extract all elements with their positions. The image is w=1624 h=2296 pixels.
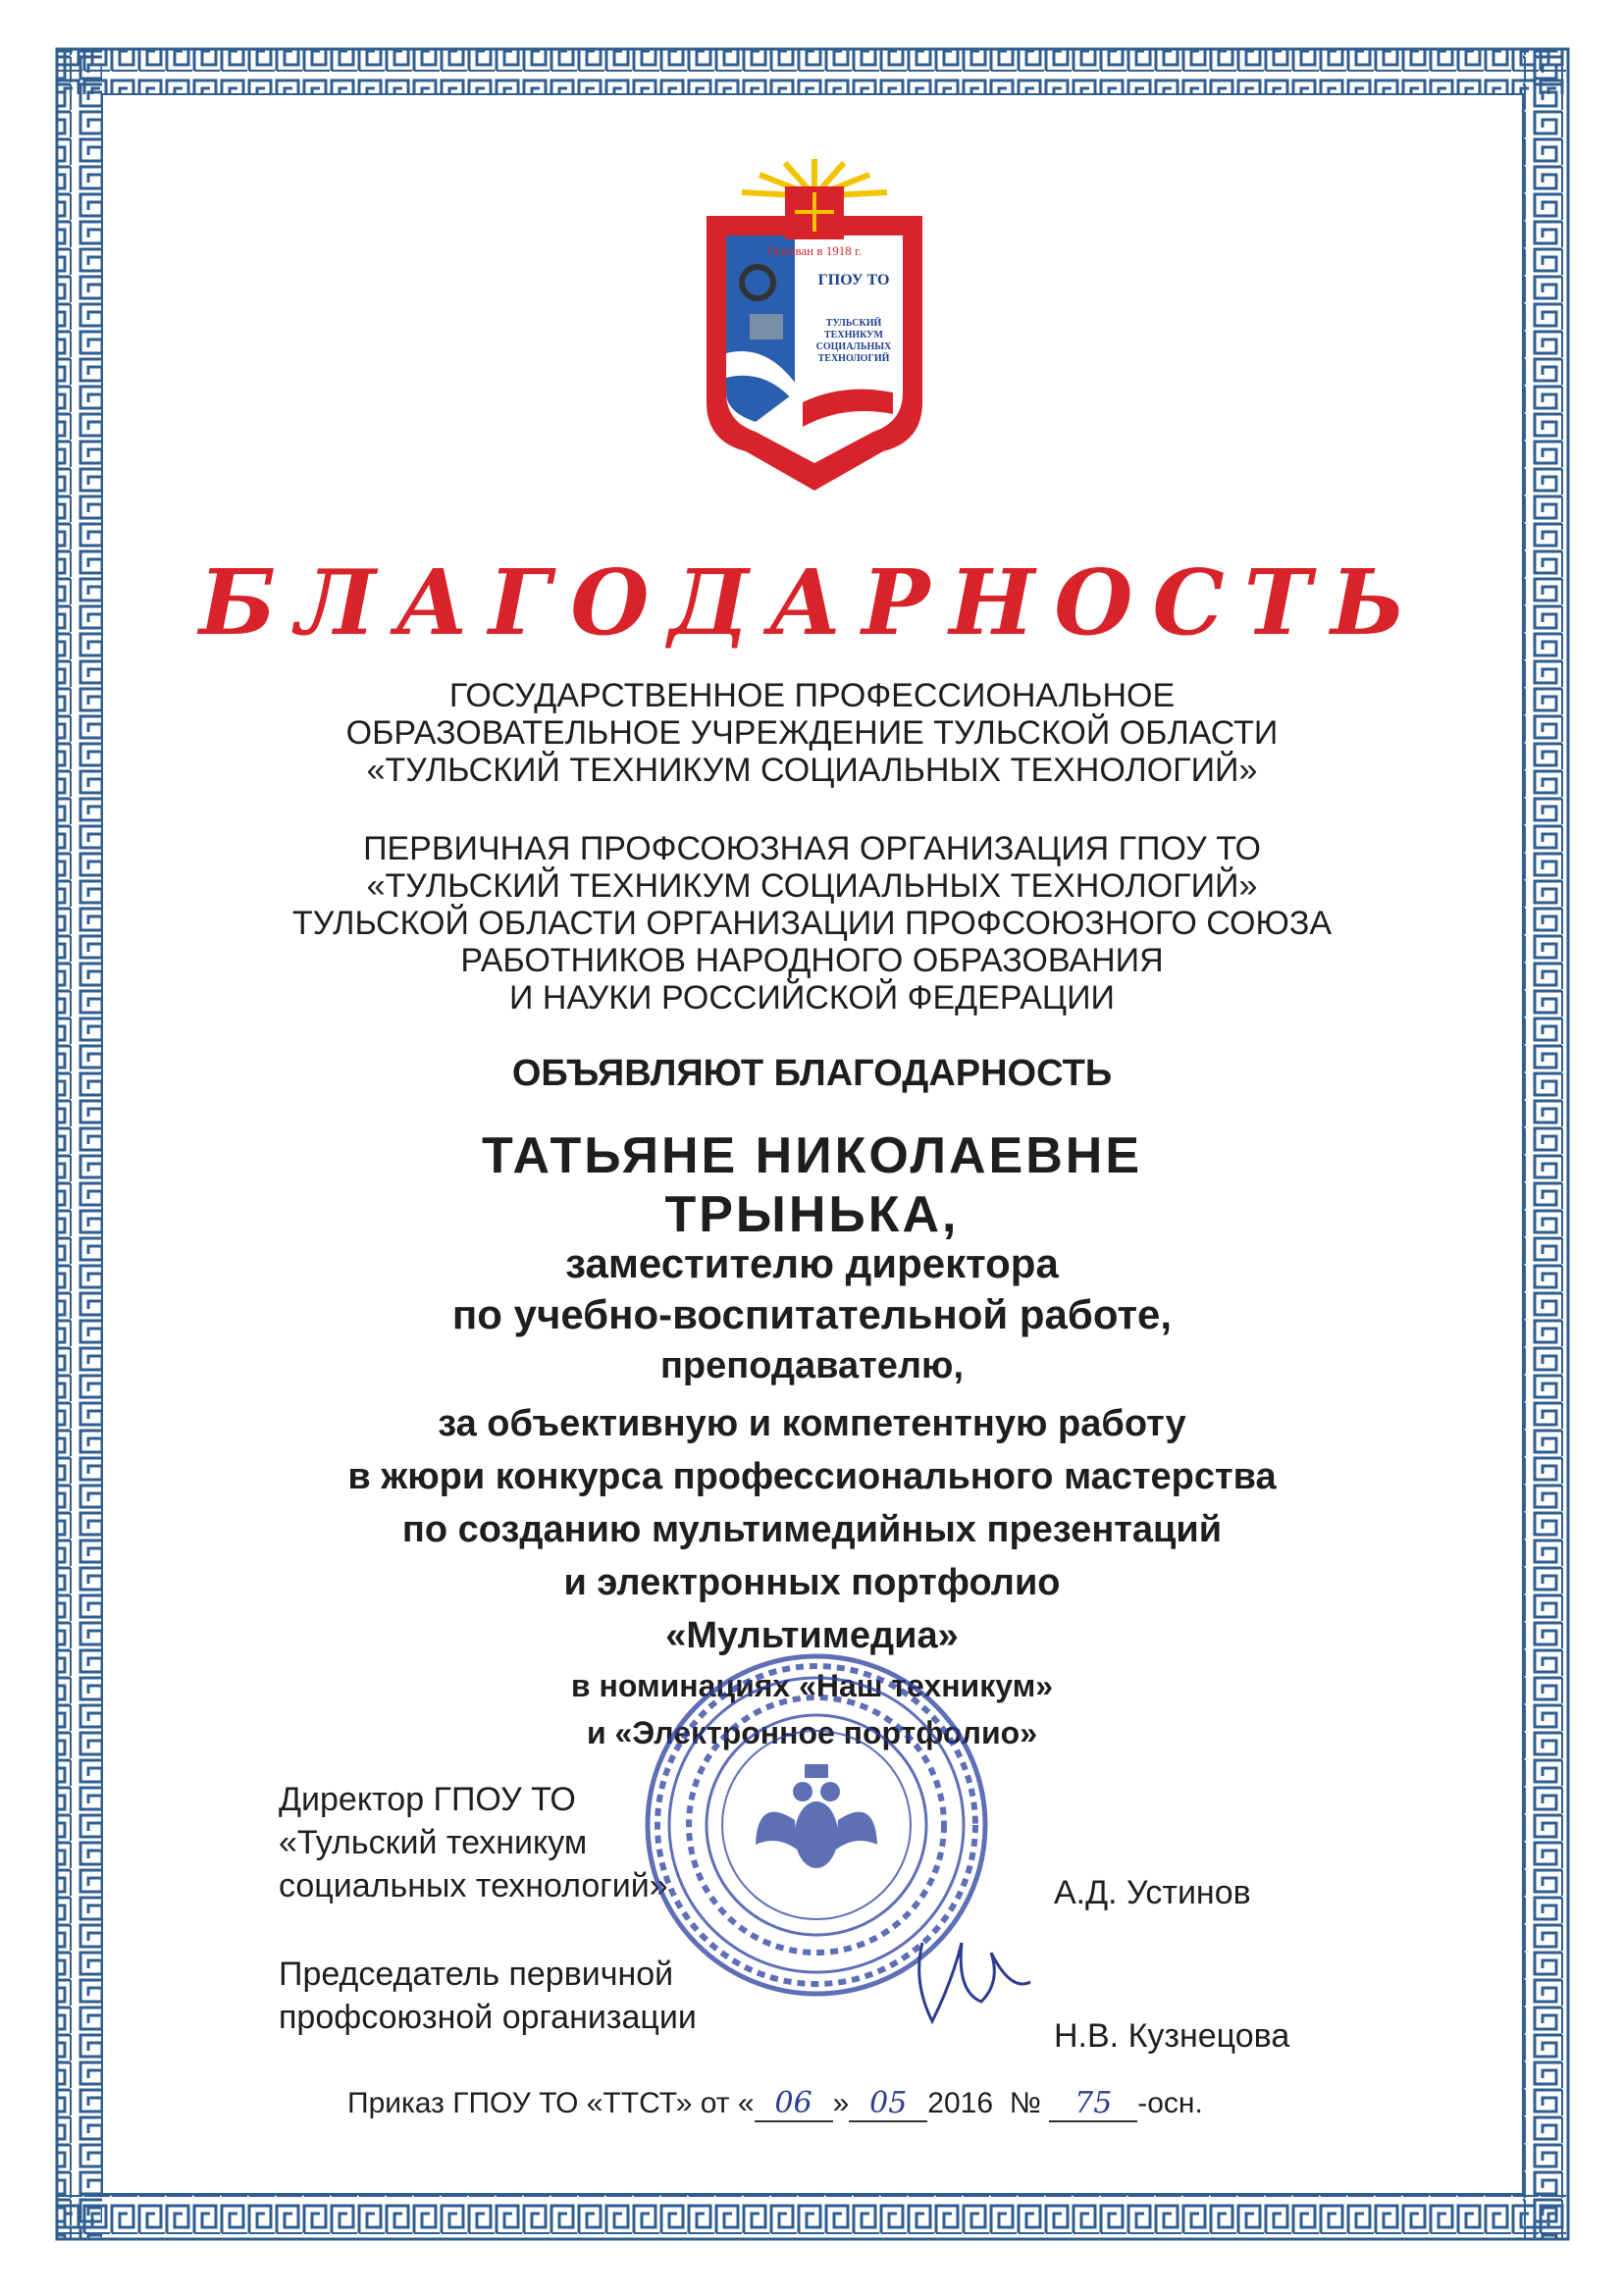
recipient-name bbox=[0, 1126, 1624, 1244]
order-quote-close: » bbox=[832, 2087, 850, 2119]
reason-line: и «Электронное портфолио» bbox=[586, 1715, 1038, 1750]
director-position-line: Директор ГПОУ ТО bbox=[279, 1781, 576, 1818]
order-year: 2016 bbox=[927, 2087, 994, 2119]
order-prefix: Приказ ГПОУ ТО «ТТСТ» от « bbox=[347, 2087, 755, 2119]
chair-signature-block bbox=[279, 1953, 697, 2039]
role-line: заместителю директора bbox=[565, 1240, 1059, 1286]
role-line: преподавателю, bbox=[659, 1345, 965, 1386]
announcement: ОБЪЯВЛЯЮТ БЛАГОДАРНОСТЬ bbox=[511, 1053, 1113, 1094]
union-line: «ТУЛЬСКИЙ ТЕХНИКУМ СОЦИАЛЬНЫХ ТЕХНОЛОГИЙ» bbox=[366, 867, 1258, 905]
order-suffix: -осн. bbox=[1137, 2087, 1203, 2119]
issuer-organization bbox=[0, 677, 1624, 789]
issuer-line: «ТУЛЬСКИЙ ТЕХНИКУМ СОЦИАЛЬНЫХ ТЕХНОЛОГИЙ» bbox=[366, 752, 1258, 789]
emblem-name-short: ГПОУ ТО bbox=[817, 272, 890, 288]
chair-name: Н.В. Кузнецова bbox=[1054, 2017, 1290, 2055]
reason-line: в жюри конкурса профессионального мастерства bbox=[347, 1456, 1277, 1497]
chair-position-line: профсоюзной организации bbox=[279, 1999, 697, 2036]
reason-line: и электронных портфолио bbox=[563, 1562, 1061, 1603]
certificate-title: БЛАГОДАРНОСТЬ bbox=[198, 549, 1426, 655]
role-line: по учебно-воспитательной работе, bbox=[451, 1291, 1173, 1337]
recipient-line: ТАТЬЯНЕ НИКОЛАЕВНЕ bbox=[482, 1127, 1142, 1184]
order-day: 06 bbox=[755, 2086, 833, 2122]
union-line: И НАУКИ РОССИЙСКОЙ ФЕДЕРАЦИИ bbox=[509, 979, 1115, 1017]
director-position-line: «Тульский техникум bbox=[279, 1824, 588, 1861]
college-emblem bbox=[687, 157, 942, 510]
recipient-line: ТРЫНЬКА, bbox=[664, 1186, 960, 1243]
issuer-line: ОБРАЗОВАТЕЛЬНОЕ УЧРЕЖДЕНИЕ ТУЛЬСКОЙ ОБЛАСТИ bbox=[345, 714, 1279, 752]
order-month: 05 bbox=[849, 2086, 927, 2122]
union-line: РАБОТНИКОВ НАРОДНОГО ОБРАЗОВАНИЯ bbox=[460, 942, 1164, 979]
order-number: 75 bbox=[1049, 2086, 1137, 2122]
emblem-name-line: СОЦИАЛЬНЫХ bbox=[815, 341, 892, 352]
emblem-name-line: ТЕХНИКУМ bbox=[824, 330, 883, 340]
chair-position-line: Председатель первичной bbox=[279, 1956, 674, 1993]
issuer-line: ГОСУДАРСТВЕННОЕ ПРОФЕССИОНАЛЬНОЕ bbox=[448, 677, 1176, 714]
union-line: ТУЛЬСКОЙ ОБЛАСТИ ОРГАНИЗАЦИИ ПРОФСОЮЗНОГО СОЮЗА bbox=[291, 905, 1333, 942]
order-reference bbox=[347, 2086, 1203, 2122]
eagle-icon bbox=[756, 1764, 877, 1868]
monitor-icon bbox=[750, 314, 783, 339]
handwritten-signature bbox=[903, 1923, 1040, 2041]
emblem-founded-text: Основан в 1918 г. bbox=[766, 243, 863, 258]
emblem-name-line: ТЕХНОЛОГИЙ bbox=[817, 353, 890, 364]
union-organization bbox=[0, 830, 1624, 1017]
order-number-label: № bbox=[1009, 2087, 1041, 2119]
reason-line: «Мультимедиа» bbox=[665, 1615, 959, 1656]
recipient-role bbox=[0, 1238, 1624, 1391]
reason-line: за объективную и компетентную работу bbox=[438, 1403, 1186, 1444]
emblem-name-line: ТУЛЬСКИЙ bbox=[825, 318, 882, 329]
reason-line: в номинациях «Наш техникум» bbox=[570, 1668, 1054, 1703]
director-name: А.Д. Устинов bbox=[1054, 1874, 1251, 1911]
reason-line: по созданию мультимедийных презентаций bbox=[401, 1509, 1223, 1550]
union-line: ПЕРВИЧНАЯ ПРОФСОЮЗНАЯ ОРГАНИЗАЦИЯ ГПОУ ТО bbox=[363, 830, 1261, 867]
director-position-line: социальных технологий» bbox=[279, 1867, 668, 1905]
director-signature-block bbox=[279, 1778, 668, 1907]
